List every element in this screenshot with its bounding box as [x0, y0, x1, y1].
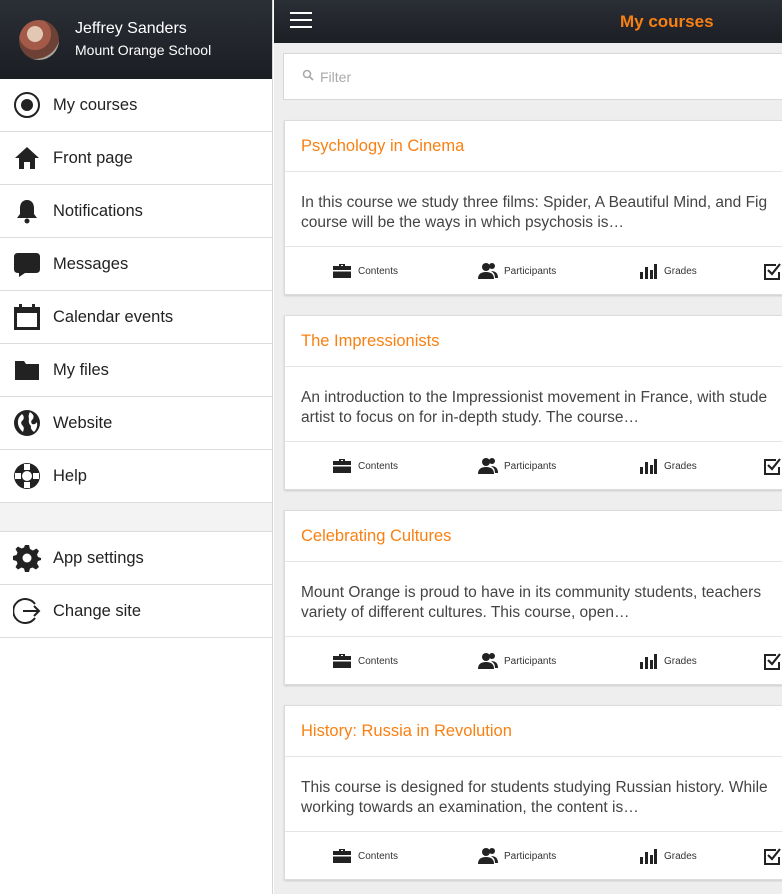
contents-button[interactable]	[332, 846, 398, 866]
course-summary	[285, 367, 782, 442]
menu-item-label: Website	[53, 413, 113, 432]
course-summary-line: An introduction to the Impressionist movement in France, with stude	[301, 389, 768, 406]
grades-label: Grades	[664, 850, 697, 862]
menu-item-label: Change site	[53, 601, 142, 620]
participants-label: Participants	[504, 265, 557, 277]
participants-button[interactable]	[478, 456, 556, 476]
home-icon	[0, 144, 53, 172]
course-list-page	[274, 43, 782, 894]
grades-label: Grades	[664, 655, 697, 667]
course-actions	[285, 247, 782, 295]
course-actions	[285, 832, 782, 880]
search-icon	[302, 68, 314, 86]
course-summary	[285, 757, 782, 832]
menu-item-messages[interactable]	[0, 238, 272, 291]
chat-icon	[0, 250, 53, 278]
contents-button[interactable]	[332, 456, 398, 476]
participants-label: Participants	[504, 850, 557, 862]
filter-box	[283, 53, 782, 100]
calendar-icon	[0, 303, 53, 331]
menu-item-notifications[interactable]	[0, 185, 272, 238]
checkbox-icon	[762, 651, 782, 671]
contents-label: Contents	[358, 265, 399, 277]
participants-label: Participants	[504, 655, 557, 667]
menu-item-label: My courses	[53, 95, 138, 114]
completion-button[interactable]	[762, 456, 782, 476]
hamburger-line	[290, 26, 312, 28]
menu-toggle-button[interactable]	[290, 12, 312, 30]
contents-button[interactable]	[332, 651, 398, 671]
completion-button[interactable]	[762, 261, 782, 281]
checkbox-icon	[762, 846, 782, 866]
user-site: Mount Orange School	[75, 41, 212, 58]
logout-icon	[0, 597, 53, 625]
grades-label: Grades	[664, 265, 697, 277]
menu-item-website[interactable]	[0, 397, 272, 450]
contents-button[interactable]	[332, 261, 398, 281]
course-title-link[interactable]: Psychology in Cinema	[285, 121, 782, 172]
hamburger-line	[290, 12, 312, 14]
completion-button[interactable]	[762, 651, 782, 671]
checkbox-icon	[762, 456, 782, 476]
briefcase-icon	[332, 651, 352, 671]
contents-label: Contents	[358, 850, 399, 862]
briefcase-icon	[332, 261, 352, 281]
people-icon	[478, 261, 498, 281]
course-actions	[285, 442, 782, 490]
participants-button[interactable]	[478, 846, 556, 866]
course-card	[284, 705, 782, 880]
target-icon	[0, 91, 53, 119]
participants-button[interactable]	[478, 651, 556, 671]
top-bar	[274, 0, 782, 43]
bar-chart-icon	[638, 846, 658, 866]
menu-divider	[0, 503, 272, 532]
side-menu	[0, 0, 273, 894]
menu-item-help[interactable]	[0, 450, 272, 503]
bell-icon	[0, 197, 53, 225]
menu-item-label: Calendar events	[53, 307, 174, 326]
course-summary-line: This course is designed for students studying Russian history. While	[301, 779, 768, 796]
people-icon	[478, 651, 498, 671]
course-summary-line: artist to focus on for in-depth study. The course…	[301, 409, 640, 426]
people-icon	[478, 456, 498, 476]
menu-item-label: Messages	[53, 254, 129, 273]
course-card	[284, 510, 782, 685]
menu-item-label: Notifications	[53, 201, 143, 220]
gear-icon	[0, 544, 53, 572]
menu-item-label: Front page	[53, 148, 133, 167]
contents-label: Contents	[358, 655, 399, 667]
course-list	[284, 120, 782, 894]
course-title-link[interactable]: Celebrating Cultures	[285, 511, 782, 562]
grades-button[interactable]	[638, 261, 697, 281]
avatar	[19, 20, 59, 60]
course-title-link[interactable]: History: Russia in Revolution	[285, 706, 782, 757]
menu-item-my-courses[interactable]	[0, 79, 272, 132]
filter-input[interactable]	[320, 69, 720, 85]
briefcase-icon	[332, 456, 352, 476]
menu-item-app-settings[interactable]	[0, 532, 272, 585]
menu-list	[0, 79, 272, 503]
participants-button[interactable]	[478, 261, 556, 281]
checkbox-icon	[762, 261, 782, 281]
course-card	[284, 120, 782, 295]
course-summary-line: In this course we study three films: Spider, A Beautiful Mind, and Fig	[301, 194, 768, 211]
bar-chart-icon	[638, 456, 658, 476]
course-title-link[interactable]: The Impressionists	[285, 316, 782, 367]
course-summary-line: variety of different cultures. This course, open…	[301, 604, 630, 621]
grades-label: Grades	[664, 460, 697, 472]
grades-button[interactable]	[638, 456, 697, 476]
menu-item-label: Help	[53, 466, 87, 485]
participants-label: Participants	[504, 460, 557, 472]
course-actions	[285, 637, 782, 685]
menu-item-front-page[interactable]	[0, 132, 272, 185]
completion-button[interactable]	[762, 846, 782, 866]
course-summary	[285, 172, 782, 247]
globe-icon	[0, 409, 53, 437]
menu-item-change-site[interactable]	[0, 585, 272, 638]
hamburger-line	[290, 19, 312, 21]
course-summary-line: Mount Orange is proud to have in its community students, teachers	[301, 584, 762, 601]
page-title: My courses	[620, 12, 714, 31]
course-summary-line: course will be the ways in which psychosis is…	[301, 214, 625, 231]
user-info	[75, 19, 211, 61]
user-name: Jeffrey Sanders	[75, 19, 187, 37]
user-header[interactable]	[0, 0, 272, 79]
lifebuoy-icon	[0, 462, 53, 490]
bar-chart-icon	[638, 261, 658, 281]
menu-item-label: App settings	[53, 548, 144, 567]
menu-item-my-files[interactable]	[0, 344, 272, 397]
grades-button[interactable]	[638, 846, 697, 866]
people-icon	[478, 846, 498, 866]
course-summary-line: working towards an examination, the content is…	[301, 799, 639, 816]
grades-button[interactable]	[638, 651, 697, 671]
folder-icon	[0, 356, 53, 384]
contents-label: Contents	[358, 460, 399, 472]
course-summary	[285, 562, 782, 637]
bar-chart-icon	[638, 651, 658, 671]
briefcase-icon	[332, 846, 352, 866]
course-card	[284, 315, 782, 490]
menu-item-label: My files	[53, 360, 109, 379]
menu-item-calendar-events[interactable]	[0, 291, 272, 344]
settings-menu-list	[0, 532, 272, 638]
